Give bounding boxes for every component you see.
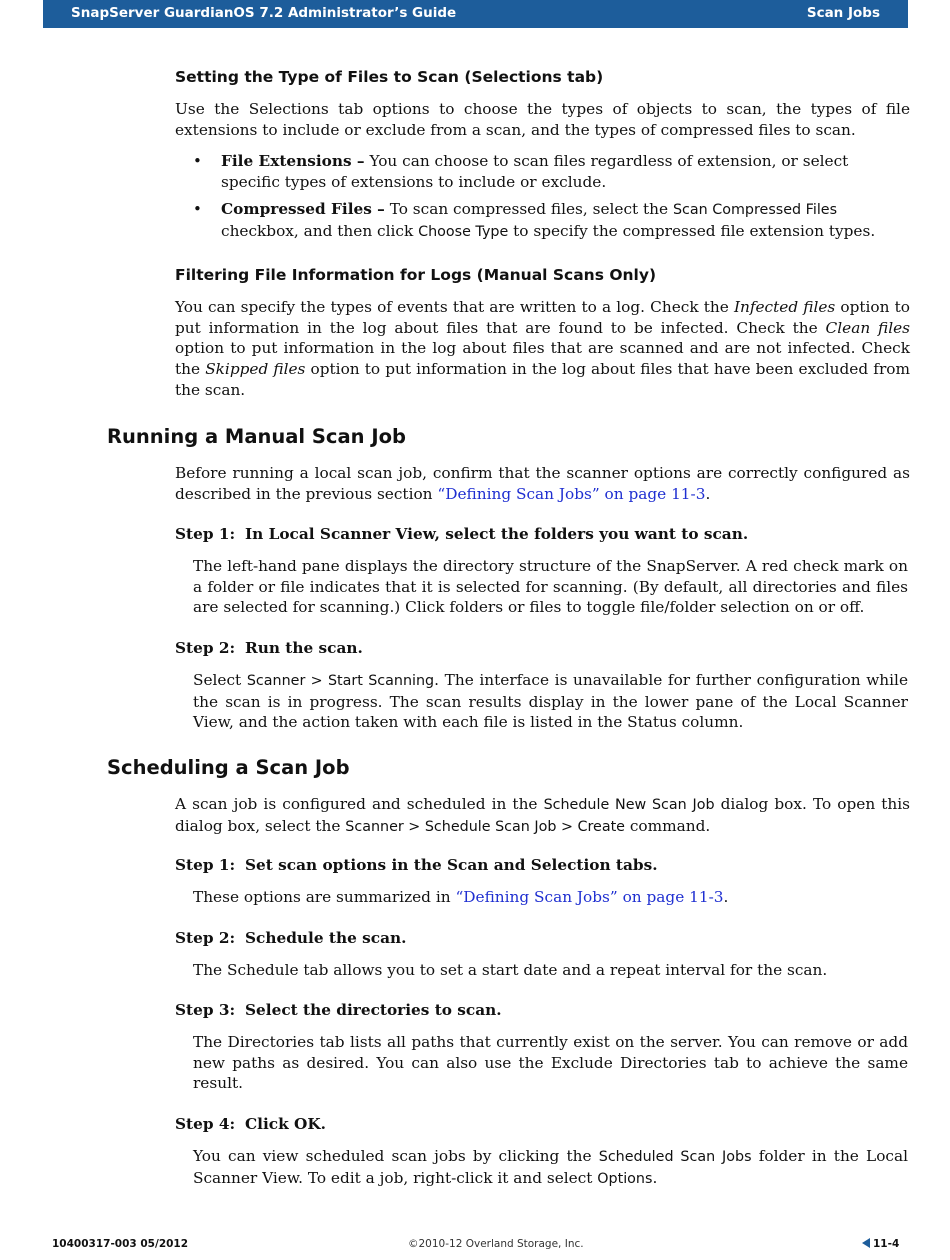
ui-reference: Scanner > Schedule Scan Job > Create xyxy=(345,818,625,835)
bullet-compressed-files: Compressed Files – To scan compressed files, select the Scan Compressed Files checkbox, and then click Choose Type to specify the compressed file extension types. xyxy=(221,200,876,240)
schedule-step-1: Step 1: Set scan options in the Scan and Selection tabs. xyxy=(175,856,658,874)
ui-reference: Scheduled Scan Jobs xyxy=(598,1149,752,1165)
bullet-file-extensions: File Extensions – You can choose to scan files regardless of extension, or select specific types of extensions to include or exclude. xyxy=(221,152,849,191)
schedule-step-3: Step 3: Select the directories to scan. xyxy=(175,1001,502,1019)
selections-intro: Use the Selections tab options to choose the types of objects to scan, the types of file extensions to include or exclude from a scan, and the types of compressed files to scan. xyxy=(175,100,910,139)
selections-heading: Setting the Type of Files to Scan (Selections tab) xyxy=(175,68,604,86)
copyright: ©2010-12 Overland Storage, Inc. xyxy=(408,1238,584,1250)
schedule-step-3-text: The Directories tab lists all paths that currently exist on the server. You can remove or add new paths as desired. You can also use the Exclude Directories tab to achieve the same result. xyxy=(193,1033,908,1093)
schedule-step-1-text: These options are summarized in “Defining Scan Jobs” on page 11-3. xyxy=(193,888,729,906)
scheduling-heading: Scheduling a Scan Job xyxy=(107,756,350,779)
bullet-term: File Extensions – xyxy=(221,152,365,170)
defining-scan-jobs-link[interactable]: “Defining Scan Jobs” on page 11-3 xyxy=(437,484,706,503)
manual-scan-heading: Running a Manual Scan Job xyxy=(107,425,406,448)
manual-step-2: Step 2: Run the scan. xyxy=(175,639,363,657)
ui-reference: Scanner > Start Scanning xyxy=(246,673,435,689)
page-header xyxy=(43,0,908,28)
section-title: Scan Jobs xyxy=(806,5,880,21)
page-number: 11-4 xyxy=(862,1238,899,1250)
document-id: 10400317-003 05/2012 xyxy=(52,1238,189,1250)
ui-reference: Options xyxy=(597,1170,653,1187)
defining-scan-jobs-link[interactable]: “Defining Scan Jobs” on page 11-3 xyxy=(455,888,724,906)
bullet-term: Compressed Files – xyxy=(221,200,385,218)
guide-title: SnapServer GuardianOS 7.2 Administrator’s Guide xyxy=(71,5,457,21)
ui-reference: Scan Compressed Files xyxy=(672,202,838,218)
manual-step-1: Step 1: In Local Scanner View, select the folders you want to scan. xyxy=(175,525,749,543)
filtering-heading: Filtering File Information for Logs (Manual Scans Only) xyxy=(175,266,657,284)
ui-reference: Schedule New Scan Job xyxy=(543,797,715,813)
schedule-step-4: Step 4: Click OK. xyxy=(175,1115,326,1133)
previous-page-arrow-icon[interactable] xyxy=(862,1238,870,1248)
scheduling-intro: A scan job is configured and scheduled in the Schedule New Scan Job dialog box. To open this dialog box, select the Scanner > Schedule Scan Job > Create command. xyxy=(175,795,910,835)
manual-step-2-text: Select Scanner > Start Scanning. The interface is unavailable for further configuration while the scan is in progress. The scan results display in the lower pane of the Local Scanner View, and the action taken with each file is listed in the Status column. xyxy=(193,671,908,732)
manual-step-1-text: The left-hand pane displays the directory structure of the SnapServer. A red check mark on a folder or file indicates that it is selected for scanning. (By default, all directories and files are selected for scanning.) Click folders or files to toggle file/folder selection on or off. xyxy=(193,557,908,617)
manual-intro: Before running a local scan job, confirm that the scanner options are correctly configured as described in the previous section “Defining Scan Jobs” on page 11-3. xyxy=(175,464,910,503)
filtering-paragraph: You can specify the types of events that are written to a log. Check the Infected files option to put information in the log about files that are found to be infected. Check the Clean files option to put information in the log about files that are scanned and are not infected. Check the Skipped files option to put information in the log about files that have been excluded from the scan. xyxy=(175,298,911,399)
schedule-step-4-text: You can view scheduled scan jobs by clicking the Scheduled Scan Jobs folder in the Local Scanner View. To edit a job, right-click it and select Options. xyxy=(193,1147,908,1187)
bullet-marker: • xyxy=(193,200,202,218)
schedule-step-2: Step 2: Schedule the scan. xyxy=(175,929,407,947)
schedule-step-2-text: The Schedule tab allows you to set a start date and a repeat interval for the scan. xyxy=(193,961,828,979)
ui-reference: Choose Type xyxy=(418,223,509,240)
bullet-marker: • xyxy=(193,152,202,170)
